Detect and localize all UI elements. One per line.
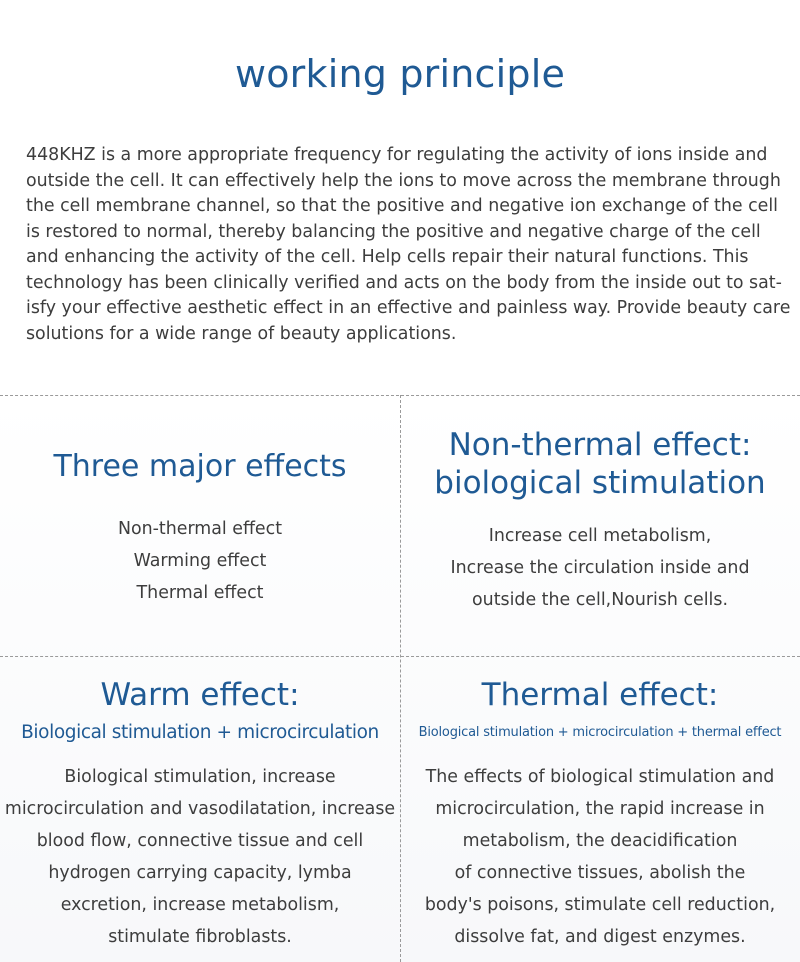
thermal-effect-text: microcirculation, the rapid increase in [435,799,765,819]
thermal-effect-heading: Thermal effect: [481,677,719,713]
effect-list-item: Warming effect [133,551,267,571]
intro-line: outside the cell. It can effectively help the ions to move across the membrane through [26,170,781,191]
thermal-effect-text: dissolve fat, and digest enzymes. [454,927,746,947]
warm-effect-text: excretion, increase metabolism, [60,895,340,915]
warm-effect-heading: Warm effect: [100,677,300,713]
thermal-effect-text: body's poisons, stimulate cell reduction, [424,895,776,915]
intro-line: and enhancing the activity of the cell. Help cells repair their natural functions. This [26,247,749,267]
non-thermal-text: Increase the circulation inside and [450,558,750,578]
non-thermal-heading: Non-thermal effect: [448,427,752,463]
warm-effect-subheading: Biological stimulation + microcirculation [21,722,379,743]
warm-effect-text: hydrogen carrying capacity, lymba [48,863,352,883]
warm-effect-panel [0,676,400,953]
effect-list-item: Non-thermal effect [117,519,283,539]
warm-effect-text: Biological stimulation, increase [64,767,336,787]
warm-effect-text: microcirculation and vasodilatation, increase [4,799,396,819]
intro-line: technology has been clinically verified and acts on the body from the inside out to sat- [26,272,782,293]
intro-line: 448KHZ is a more appropriate frequency for regulating the activity of ions inside and [26,145,768,165]
thermal-effect-text: The effects of biological stimulation and [425,767,775,787]
thermal-effect-subheading: Biological stimulation + microcirculation + thermal effect [418,725,782,740]
non-thermal-text: outside the cell,Nourish cells. [472,590,728,610]
intro-line: the cell membrane channel, so that the positive and negative ion exchange of the cell [26,196,778,216]
three-effects-panel [0,448,400,609]
effect-list-item: Thermal effect [136,583,264,603]
page-title: working principle [234,52,566,96]
intro-line: solutions for a wide range of beauty applications. [26,323,457,344]
three-effects-heading: Three major effects [53,449,347,484]
warm-effect-text: stimulate fibroblasts. [108,927,292,947]
intro-line: is restored to normal, thereby balancing the positive and negative charge of the cell [26,221,761,242]
intro-line: isfy your effective aesthetic effect in an effective and painless way. Provide beauty care [26,298,791,318]
non-thermal-panel [400,426,800,616]
warm-effect-text: blood flow, connective tissue and cell [36,831,364,851]
non-thermal-text: Increase cell metabolism, [488,526,712,546]
thermal-effect-panel [400,676,800,953]
intro-paragraph [26,143,791,347]
non-thermal-heading-line2: biological stimulation [434,465,766,501]
thermal-effect-text: metabolism, the deacidification [462,831,738,851]
thermal-effect-text: of connective tissues, abolish the [454,863,746,883]
